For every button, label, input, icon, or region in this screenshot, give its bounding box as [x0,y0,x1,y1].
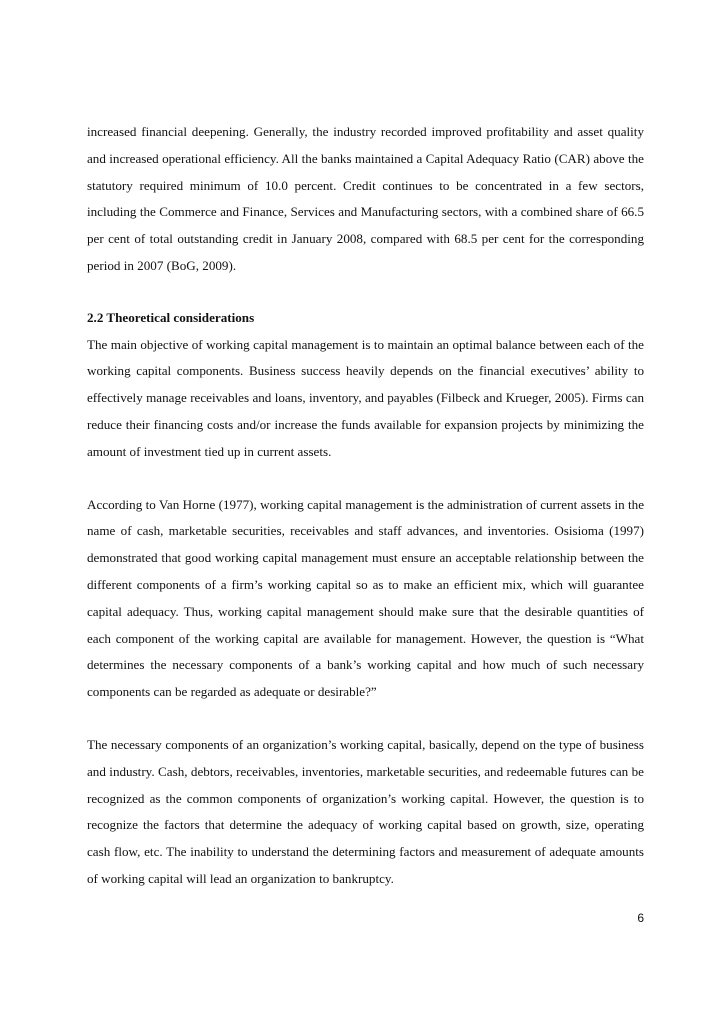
page-number: 6 [637,911,644,925]
body-paragraph-4: The necessary components of an organization’s working capital, basically, depend on the type of business and industry. Cash, debtors, receivables, inventories, marketable securities, and redeemable futures can be recognized as the common components of organization’s working capital. However, the question is to recognize the factors that determine the adequacy of working capital based on growth, size, operating cash flow, etc. The inability to understand the determining factors and measurement of adequate amounts of working capital will lead an organization to bankruptcy. [87,736,644,886]
section-heading: 2.2 Theoretical considerations [87,309,255,325]
body-paragraph-3: According to Van Horne (1977), working capital management is the administration of current assets in the name of cash, marketable securities, receivables and staff advances, and inventories. Osisioma (1997) demonstrated that good working capital management must ensure an acceptable relationship between the different components of a firm’s working capital so as to make an efficient mix, which will guarantee capital adequacy. Thus, working capital management should make sure that the desirable quantities of each component of the working capital are available for management. However, the question is “What determines the necessary components of a bank’s working capital and how much of such necessary components can be regarded as adequate or desirable?” [87,496,644,700]
body-paragraph-1: increased financial deepening. Generally, the industry recorded improved profitability and asset quality and increased operational efficiency. All the banks maintained a Capital Adequacy Ratio (CAR) above the statutory required minimum of 10.0 percent. Credit continues to be concentrated in a few sectors, including the Commerce and Finance, Services and Manufacturing sectors, with a combined share of 66.5 per cent of total outstanding credit in January 2008, compared with 68.5 per cent for the corresponding period in 2007 (BoG, 2009). [87,124,644,273]
page-body [87,119,644,893]
body-paragraph-2: The main objective of working capital management is to maintain an optimal balance between each of the working capital components. Business success heavily depends on the financial executives’ ability to effectively manage receivables and loans, inventory, and payables (Filbeck and Krueger, 2005). Firms can reduce their financing costs and/or increase the funds available for expansion projects by minimizing the amount of investment tied up in current assets. [87,336,644,459]
